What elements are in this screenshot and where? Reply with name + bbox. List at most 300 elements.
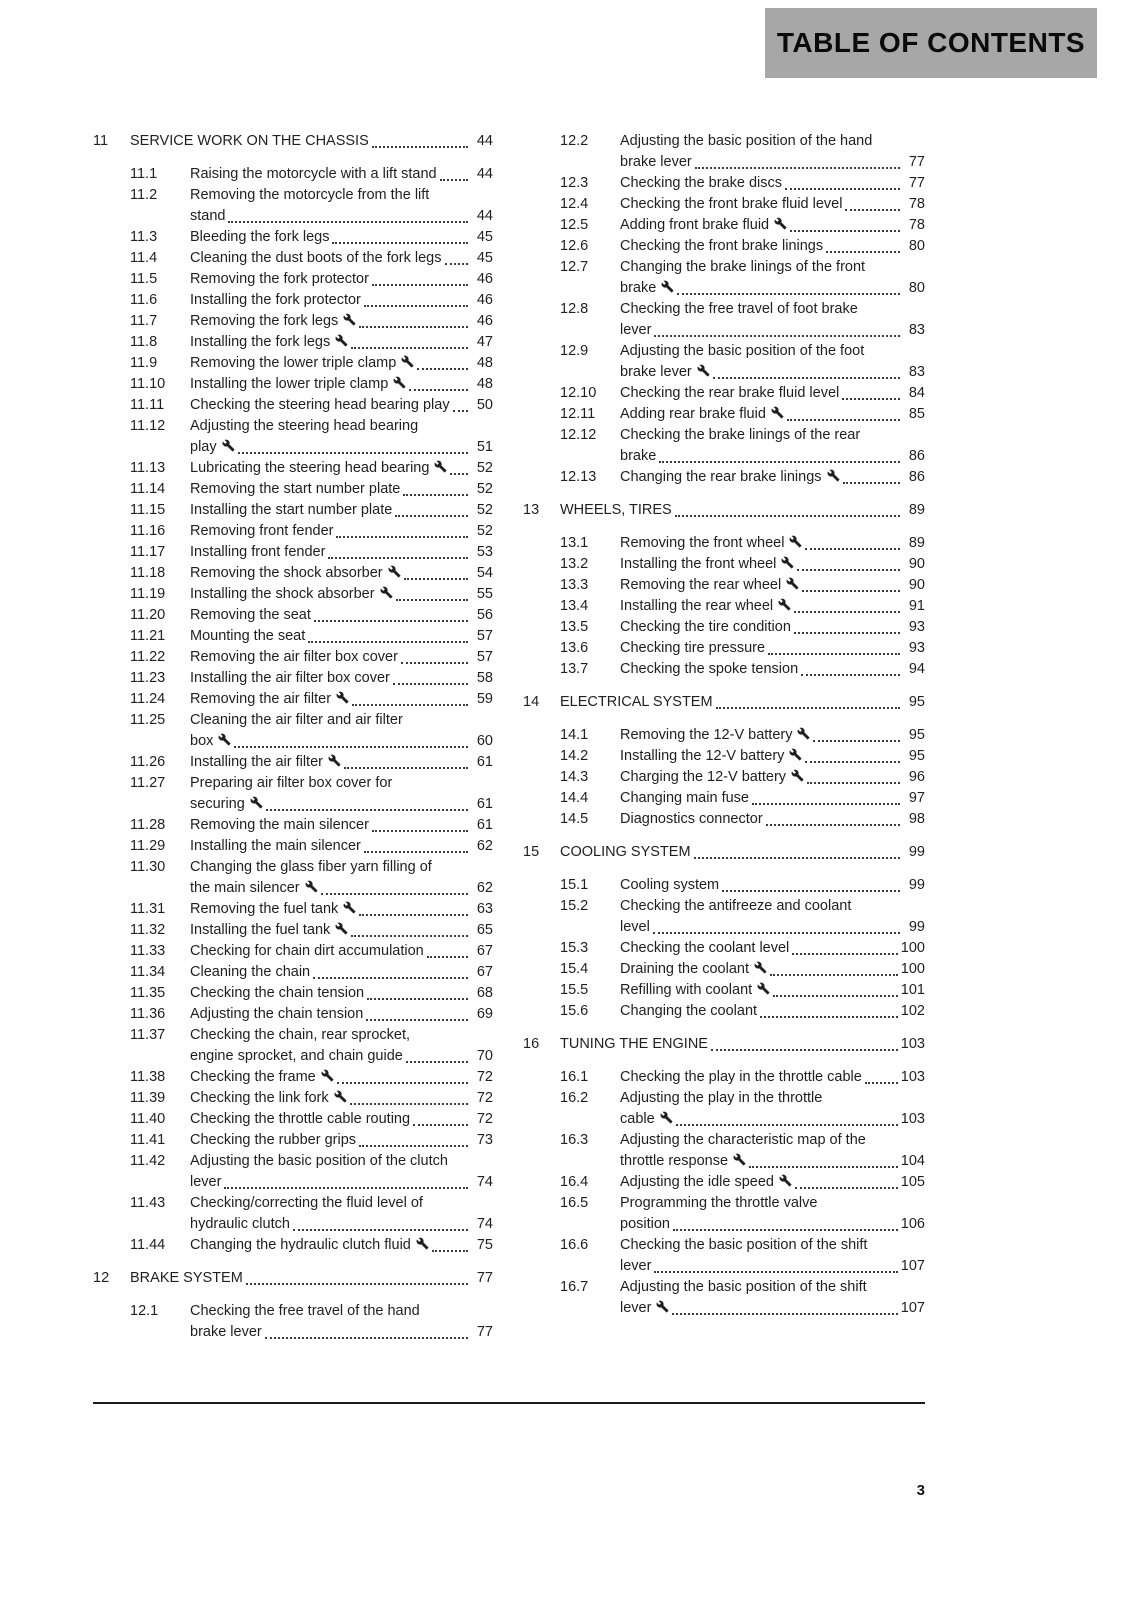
toc-item-number: 11.12 (130, 418, 166, 434)
leader-dots (337, 1082, 468, 1084)
toc-item-number: 12.12 (560, 427, 597, 443)
toc-item-lastline (190, 794, 493, 815)
toc-item-body (190, 584, 493, 605)
leader-dots (404, 578, 468, 580)
toc-item-title-line: Cleaning the air filter and air filter (190, 712, 403, 728)
leader-dots (677, 293, 900, 295)
leader-dots (367, 998, 468, 1000)
toc-item-lastline (620, 404, 925, 425)
leader-dots (396, 599, 468, 601)
toc-item-title-line: Checking/correcting the fluid level of (190, 1195, 423, 1211)
toc-item-number: 11.26 (130, 754, 166, 770)
toc-entry-row (523, 638, 925, 659)
leader-dots (266, 809, 468, 811)
toc-entry-row (93, 605, 493, 626)
toc-item-body (620, 746, 925, 767)
toc-item-number: 11.21 (130, 628, 166, 644)
toc-entry-row (93, 269, 493, 290)
toc-entry-row (93, 857, 493, 899)
toc-entry-row (523, 131, 925, 173)
wrench-icon (434, 460, 447, 473)
toc-item-number: 16.1 (560, 1069, 589, 1085)
toc-item-lastline (620, 875, 925, 896)
toc-entry-row (523, 425, 925, 467)
wrench-icon (401, 355, 414, 368)
toc-item-body (620, 1001, 925, 1022)
toc-item-body (190, 500, 493, 521)
toc-item-lastline (190, 1214, 493, 1235)
wrench-icon (305, 880, 318, 893)
toc-item-lastline (620, 173, 925, 194)
toc-item-lastline (190, 962, 493, 983)
toc-item-body (620, 1088, 925, 1130)
toc-item-number: 13.2 (560, 556, 589, 572)
toc-item-lastline (620, 278, 925, 299)
toc-item-lastline (190, 899, 493, 920)
toc-entry-row (93, 311, 493, 332)
toc-item-page: 61 (476, 796, 493, 812)
toc-item-page: 100 (900, 961, 925, 977)
toc-item-title: Raising the motorcycle with a lift stand (190, 166, 437, 182)
toc-item-page: 72 (476, 1069, 493, 1085)
toc-item-lastline (190, 206, 493, 227)
toc-item-body (190, 1151, 493, 1193)
leader-dots (308, 641, 468, 643)
toc-item-lastline (620, 320, 925, 341)
leader-dots (826, 251, 900, 253)
toc-item-page: 95 (908, 727, 925, 743)
leader-dots (760, 1016, 898, 1018)
toc-item-body (190, 962, 493, 983)
wrench-icon (380, 586, 393, 599)
toc-item-body (620, 1067, 925, 1088)
toc-item-lastline (190, 332, 493, 353)
wrench-icon (797, 727, 810, 740)
toc-item-title: Changing the rear brake linings (620, 467, 840, 488)
toc-item-page: 94 (908, 661, 925, 677)
toc-item-number: 14 (523, 694, 540, 710)
toc-item-body (190, 458, 493, 479)
leader-dots (766, 824, 900, 826)
toc-item-lastline (190, 269, 493, 290)
toc-item-title: securing (190, 794, 263, 815)
toc-item-body (620, 980, 925, 1001)
toc-item-title: Checking the tire condition (620, 619, 791, 635)
toc-item-lastline (190, 1046, 493, 1067)
toc-item-number: 12 (93, 1270, 110, 1286)
toc-item-title: Checking tire pressure (620, 640, 766, 656)
toc-item-body (190, 1067, 493, 1088)
toc-chapter-row (523, 500, 925, 521)
toc-item-body (190, 1004, 493, 1025)
toc-entry-row (523, 1277, 925, 1319)
leader-dots (403, 494, 468, 496)
toc-item-page: 46 (476, 271, 493, 287)
toc-item-page: 69 (476, 1006, 493, 1022)
wrench-icon (250, 796, 263, 809)
toc-entry-row (93, 353, 493, 374)
toc-item-lastline (620, 1001, 925, 1022)
toc-item-lastline (190, 542, 493, 563)
leader-dots (246, 1283, 468, 1285)
toc-item-body (620, 425, 925, 467)
leader-dots (395, 515, 468, 517)
toc-item-body (190, 332, 493, 353)
toc-item-title-line: Adjusting the basic position of the shift (620, 1279, 867, 1295)
toc-item-number: 11.1 (130, 166, 158, 182)
toc-item-lastline (620, 938, 925, 959)
toc-item-number: 12.2 (560, 133, 589, 149)
toc-item-lastline (190, 1322, 493, 1343)
toc-item-lastline (560, 500, 925, 521)
wrench-icon (771, 406, 784, 419)
toc-item-title-line: Checking the free travel of the hand (190, 1303, 420, 1319)
toc-item-number: 13.4 (560, 598, 589, 614)
toc-item-number: 15 (523, 844, 540, 860)
toc-item-title-line: Checking the basic position of the shift (620, 1237, 868, 1253)
toc-item-page: 77 (908, 154, 925, 170)
toc-item-body (190, 605, 493, 626)
toc-item-number: 14.3 (560, 769, 589, 785)
toc-item-number: 14.5 (560, 811, 589, 827)
toc-item-page: 63 (476, 901, 493, 917)
toc-item-page: 103 (900, 1036, 925, 1052)
toc-item-page: 48 (476, 355, 493, 371)
toc-entry-row (523, 215, 925, 236)
toc-item-body (190, 920, 493, 941)
toc-item-number: 11.34 (130, 964, 166, 980)
toc-item-page: 104 (900, 1153, 925, 1169)
toc-item-page: 78 (908, 196, 925, 212)
toc-item-lastline (190, 521, 493, 542)
toc-item-title-line: Preparing air filter box cover for (190, 775, 393, 791)
wrench-icon (754, 961, 767, 974)
toc-item-number: 11.31 (130, 901, 166, 917)
toc-item-page: 73 (476, 1132, 493, 1148)
toc-item-lastline (190, 437, 493, 458)
toc-item-number: 11.8 (130, 334, 158, 350)
toc-entry-row (523, 746, 925, 767)
toc-item-lastline (190, 752, 493, 773)
toc-item-page: 99 (908, 919, 925, 935)
toc-entry-row (93, 668, 493, 689)
toc-item-body (190, 353, 493, 374)
toc-item-page: 95 (908, 748, 925, 764)
toc-item-number: 12.13 (560, 469, 597, 485)
toc-item-number: 11.18 (130, 565, 166, 581)
toc-item-number: 15.4 (560, 961, 589, 977)
toc-entry-row (93, 1088, 493, 1109)
toc-item-body (190, 269, 493, 290)
toc-item-page: 62 (476, 838, 493, 854)
toc-item-page: 80 (908, 238, 925, 254)
toc-item-lastline (190, 248, 493, 269)
leader-dots (752, 803, 900, 805)
toc-item-number: 13.5 (560, 619, 589, 635)
toc-item-title: Checking for chain dirt accumulation (190, 943, 424, 959)
leader-dots (359, 914, 468, 916)
toc-item-page: 106 (900, 1216, 925, 1232)
toc-item-lastline (620, 194, 925, 215)
toc-item-body (190, 941, 493, 962)
toc-item-lastline (620, 554, 925, 575)
toc-item-lastline (620, 362, 925, 383)
toc-entry-row (523, 596, 925, 617)
toc-item-lastline (620, 1214, 925, 1235)
toc-item-title: Checking the spoke tension (620, 661, 799, 677)
wrench-icon (335, 922, 348, 935)
toc-item-page: 72 (476, 1111, 493, 1127)
toc-item-body (620, 638, 925, 659)
toc-item-number: 16.6 (560, 1237, 589, 1253)
toc-item-page: 93 (908, 619, 925, 635)
toc-entry-row (523, 173, 925, 194)
toc-item-body (620, 554, 925, 575)
toc-item-page: 44 (476, 166, 493, 182)
toc-item-lastline (190, 941, 493, 962)
toc-item-number: 11.33 (130, 943, 166, 959)
wrench-icon (218, 733, 231, 746)
toc-item-body (620, 617, 925, 638)
wrench-icon (697, 364, 710, 377)
leader-dots (366, 1019, 468, 1021)
leader-dots (805, 548, 900, 550)
toc-item-body (620, 896, 925, 938)
toc-item-title: Removing the fork legs (190, 311, 356, 332)
leader-dots (785, 188, 900, 190)
toc-item-page: 107 (900, 1300, 925, 1316)
wrench-icon (393, 376, 406, 389)
toc-item-page: 91 (908, 598, 925, 614)
toc-item-number: 16 (523, 1036, 540, 1052)
toc-item-body (190, 1130, 493, 1151)
toc-item-title: Checking the play in the throttle cable (620, 1069, 862, 1085)
toc-entry-row (93, 1067, 493, 1088)
toc-item-title: Installing the front wheel (620, 554, 794, 575)
toc-entry-row (93, 227, 493, 248)
leader-dots (711, 1049, 898, 1051)
toc-entry-row (93, 332, 493, 353)
toc-chapter-row (523, 692, 925, 713)
toc-item-body (190, 689, 493, 710)
toc-item-title: Cooling system (620, 877, 720, 893)
toc-entry-row (523, 533, 925, 554)
toc-item-body (190, 164, 493, 185)
toc-item-body (620, 1172, 925, 1193)
toc-item-lastline (620, 617, 925, 638)
toc-item-number: 11.16 (130, 523, 166, 539)
toc-item-number: 12.4 (560, 196, 589, 212)
toc-item-body (190, 836, 493, 857)
toc-item-title: box (190, 731, 231, 752)
toc-item-title: SERVICE WORK ON THE CHASSIS (130, 133, 369, 149)
toc-item-title: Removing the rear wheel (620, 575, 799, 596)
toc-item-body (620, 257, 925, 299)
toc-entry-row (93, 1004, 493, 1025)
toc-entry-row (523, 1130, 925, 1172)
toc-item-title: Installing the fork protector (190, 292, 361, 308)
leader-dots (238, 452, 468, 454)
toc-item-body (620, 1277, 925, 1319)
toc-item-body (190, 668, 493, 689)
toc-item-lastline (620, 1109, 925, 1130)
leader-dots (234, 746, 468, 748)
toc-item-lastline (620, 1067, 925, 1088)
leader-dots (413, 1124, 468, 1126)
leader-dots (401, 662, 468, 664)
toc-item-body (620, 131, 925, 173)
toc-chapter-row (523, 1034, 925, 1055)
toc-entry-row (93, 479, 493, 500)
toc-item-body (620, 596, 925, 617)
toc-entry-row (523, 1001, 925, 1022)
toc-entry-row (523, 1193, 925, 1235)
leader-dots (801, 674, 900, 676)
toc-item-page: 78 (908, 217, 925, 233)
toc-item-title: Removing the fuel tank (190, 899, 356, 920)
toc-item-number: 14.1 (560, 727, 589, 743)
toc-item-page: 61 (476, 754, 493, 770)
toc-item-title-line: Checking the chain, rear sprocket, (190, 1027, 411, 1043)
toc-item-number: 11.7 (130, 313, 158, 329)
toc-item-number: 11.23 (130, 670, 166, 686)
toc-entry-row (523, 299, 925, 341)
toc-item-body (190, 227, 493, 248)
toc-item-body (560, 842, 925, 863)
toc-item-number: 11.42 (130, 1153, 166, 1169)
toc-item-body (620, 467, 925, 488)
toc-item-body (190, 1301, 493, 1343)
toc-item-title: Removing the main silencer (190, 817, 369, 833)
toc-item-number: 12.7 (560, 259, 589, 275)
toc-item-body (620, 725, 925, 746)
leader-dots (359, 1145, 468, 1147)
leader-dots (344, 767, 468, 769)
toc-item-page: 99 (908, 844, 925, 860)
toc-item-body (190, 710, 493, 752)
leader-dots (845, 209, 900, 211)
toc-item-number: 12.8 (560, 301, 589, 317)
toc-item-title: stand (190, 208, 226, 224)
toc-entry-row (523, 875, 925, 896)
toc-item-title: Removing the lower triple clamp (190, 353, 414, 374)
toc-item-body (190, 311, 493, 332)
leader-dots (797, 569, 900, 571)
toc-item-title: Installing the start number plate (190, 502, 393, 518)
toc-item-title: Checking the front brake fluid level (620, 196, 843, 212)
toc-item-page: 45 (476, 250, 493, 266)
toc-item-lastline (190, 815, 493, 836)
toc-item-page: 46 (476, 292, 493, 308)
toc-item-number: 12.1 (130, 1303, 159, 1319)
toc-item-title-line: Adjusting the play in the throttle (620, 1090, 823, 1106)
toc-item-number: 13.6 (560, 640, 589, 656)
toc-item-lastline (560, 1034, 925, 1055)
wrench-icon (774, 217, 787, 230)
toc-entry-row (93, 815, 493, 836)
toc-item-lastline (620, 215, 925, 236)
toc-entry-row (523, 257, 925, 299)
leader-dots (722, 890, 900, 892)
toc-item-lastline (190, 227, 493, 248)
leader-dots (432, 1250, 468, 1252)
toc-item-title: lever (620, 1298, 669, 1319)
leader-dots (672, 1313, 897, 1315)
leader-dots (450, 473, 468, 475)
toc-item-lastline (190, 1130, 493, 1151)
toc-item-body (190, 647, 493, 668)
toc-item-title: position (620, 1216, 670, 1232)
toc-item-page: 95 (908, 694, 925, 710)
toc-item-body (130, 131, 493, 152)
toc-item-page: 105 (900, 1174, 925, 1190)
toc-item-lastline (190, 563, 493, 584)
toc-item-body (560, 692, 925, 713)
toc-item-page: 60 (476, 733, 493, 749)
toc-entry-row (523, 1088, 925, 1130)
toc-item-title: Removing the 12-V battery (620, 725, 810, 746)
toc-entry-row (93, 710, 493, 752)
toc-item-title: Checking the link fork (190, 1088, 347, 1109)
toc-item-lastline (190, 458, 493, 479)
toc-item-title: brake lever (620, 154, 692, 170)
toc-item-lastline (560, 692, 925, 713)
toc-item-page: 52 (476, 460, 493, 476)
toc-item-number: 15.3 (560, 940, 589, 956)
toc-item-title: brake (620, 278, 674, 299)
toc-entry-row (93, 1109, 493, 1130)
toc-item-title: level (620, 919, 650, 935)
leader-dots (364, 305, 468, 307)
toc-item-page: 93 (908, 640, 925, 656)
toc-item-lastline (190, 290, 493, 311)
toc-item-number: 11.13 (130, 460, 166, 476)
toc-item-body (190, 185, 493, 227)
toc-item-number: 14.2 (560, 748, 589, 764)
leader-dots (350, 1103, 468, 1105)
toc-item-title: Installing the 12-V battery (620, 746, 802, 767)
toc-entry-row (523, 383, 925, 404)
leader-dots (440, 179, 468, 181)
leader-dots (675, 515, 900, 517)
toc-item-number: 11.20 (130, 607, 166, 623)
toc-item-body (190, 857, 493, 899)
toc-item-page: 70 (476, 1048, 493, 1064)
toc-item-number: 11.27 (130, 775, 166, 791)
toc-entry-row (523, 938, 925, 959)
toc-item-number: 15.2 (560, 898, 589, 914)
wrench-icon (779, 1174, 792, 1187)
toc-item-title: brake lever (620, 362, 710, 383)
toc-item-number: 12.11 (560, 406, 596, 422)
toc-item-lastline (560, 842, 925, 863)
toc-item-page: 48 (476, 376, 493, 392)
toc-item-title: Diagnostics connector (620, 811, 763, 827)
toc-item-title: lever (620, 322, 652, 338)
toc-item-page: 65 (476, 922, 493, 938)
wrench-icon (786, 577, 799, 590)
toc-entry-row (523, 341, 925, 383)
toc-item-page: 46 (476, 313, 493, 329)
toc-item-lastline (190, 668, 493, 689)
toc-chapter-row (523, 842, 925, 863)
leader-dots (409, 389, 468, 391)
toc-item-lastline (190, 605, 493, 626)
toc-item-lastline (620, 152, 925, 173)
toc-item-title: engine sprocket, and chain guide (190, 1048, 403, 1064)
wrench-icon (336, 691, 349, 704)
footer-rule (93, 1402, 925, 1404)
